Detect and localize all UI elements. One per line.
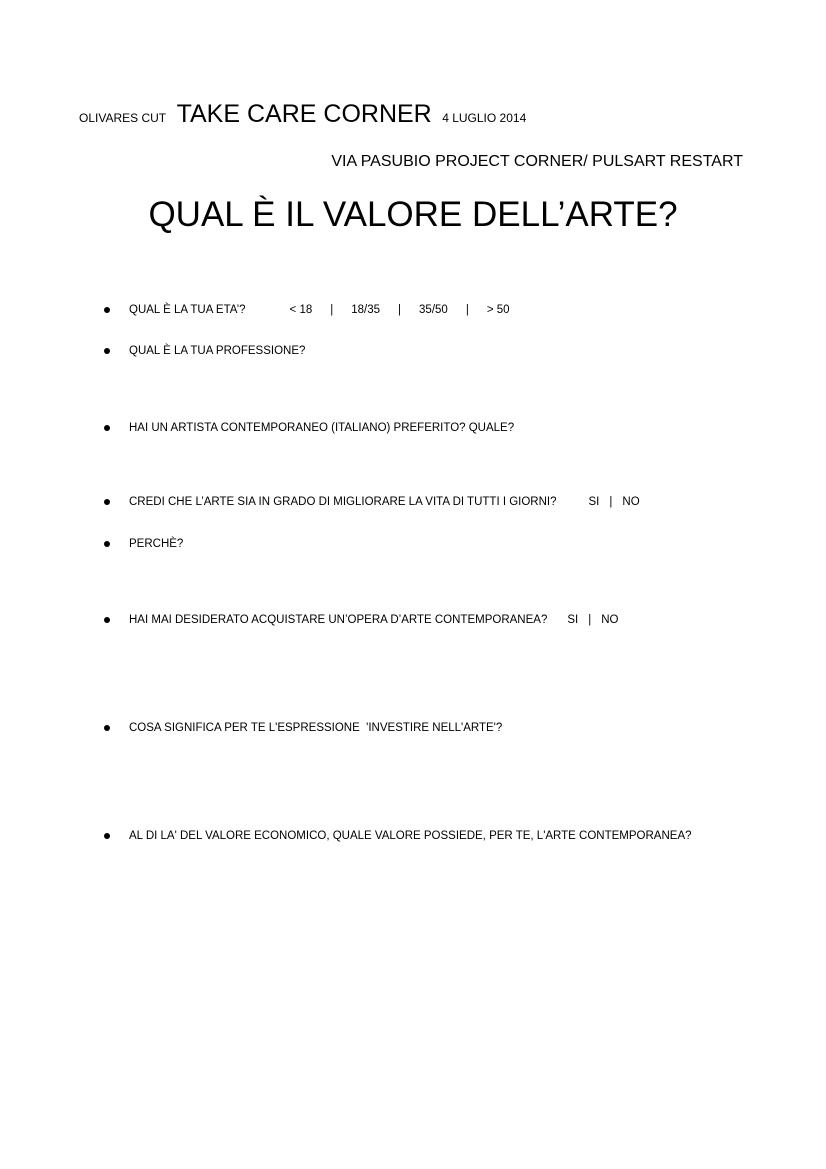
bullet-icon: [104, 617, 110, 623]
option-separator: |: [588, 614, 592, 626]
option-no: NO: [622, 496, 640, 508]
page-title: QUAL È IL VALORE DELL’ARTE?: [148, 195, 678, 234]
option-separator: |: [330, 304, 334, 316]
yes-no-options: [567, 614, 636, 626]
bullet-icon: [104, 541, 110, 547]
question-favorite-artist: [104, 422, 514, 434]
question-text: AL DI LA' DEL VALORE ECONOMICO, QUALE VALORE POSSIEDE, PER TE, L'ARTE CONTEMPORANEA?: [129, 830, 692, 842]
question-why: [104, 538, 183, 550]
header-main-title: TAKE CARE CORNER: [176, 100, 432, 128]
option-no: NO: [601, 614, 619, 626]
question-art-improves-life: [104, 496, 658, 508]
option-over-50: > 50: [486, 304, 510, 316]
question-text: HAI MAI DESIDERATO ACQUISTARE UN’OPERA D’ARTE CONTEMPORANEA?: [129, 614, 548, 626]
question-invest-meaning: [104, 722, 502, 734]
question-desire-buy: [104, 614, 636, 626]
bullet-icon: [104, 307, 110, 313]
option-35-50: 35/50: [419, 304, 448, 316]
option-yes: SI: [588, 496, 600, 508]
header-date: 4 LUGLIO 2014: [442, 111, 527, 125]
header-line: [79, 100, 526, 129]
question-text: COSA SIGNIFICA PER TE L'ESPRESSIONE 'INVESTIRE NELL'ARTE'?: [129, 722, 503, 734]
header-left-text: OLIVARES CUT: [79, 111, 167, 125]
question-text: QUAL È LA TUA PROFESSIONE?: [129, 345, 306, 357]
question-text: CREDI CHE L’ARTE SIA IN GRADO DI MIGLIORARE LA VITA DI TUTTI I GIORNI?: [129, 496, 557, 508]
option-separator: |: [398, 304, 402, 316]
bullet-icon: [104, 425, 110, 431]
bullet-icon: [104, 499, 110, 505]
bullet-icon: [104, 348, 110, 354]
yes-no-options: [589, 496, 658, 508]
option-under-18: < 18: [289, 304, 313, 316]
question-text: PERCHÈ?: [129, 538, 184, 550]
age-options: [290, 304, 528, 316]
question-text: HAI UN ARTISTA CONTEMPORANEO (ITALIANO) PREFERITO? QUALE?: [129, 422, 515, 434]
option-separator: |: [609, 496, 613, 508]
bullet-icon: [104, 833, 110, 839]
question-profession: [104, 345, 305, 357]
option-separator: |: [465, 304, 469, 316]
question-value-beyond-economic: [104, 830, 692, 842]
header-subtitle: VIA PASUBIO PROJECT CORNER/ PULSART RESTART: [331, 153, 743, 170]
option-yes: SI: [567, 614, 579, 626]
bullet-icon: [104, 725, 110, 731]
question-age: [104, 304, 528, 316]
option-18-35: 18/35: [351, 304, 381, 316]
question-text: QUAL È LA TUA ETA’?: [129, 304, 246, 316]
